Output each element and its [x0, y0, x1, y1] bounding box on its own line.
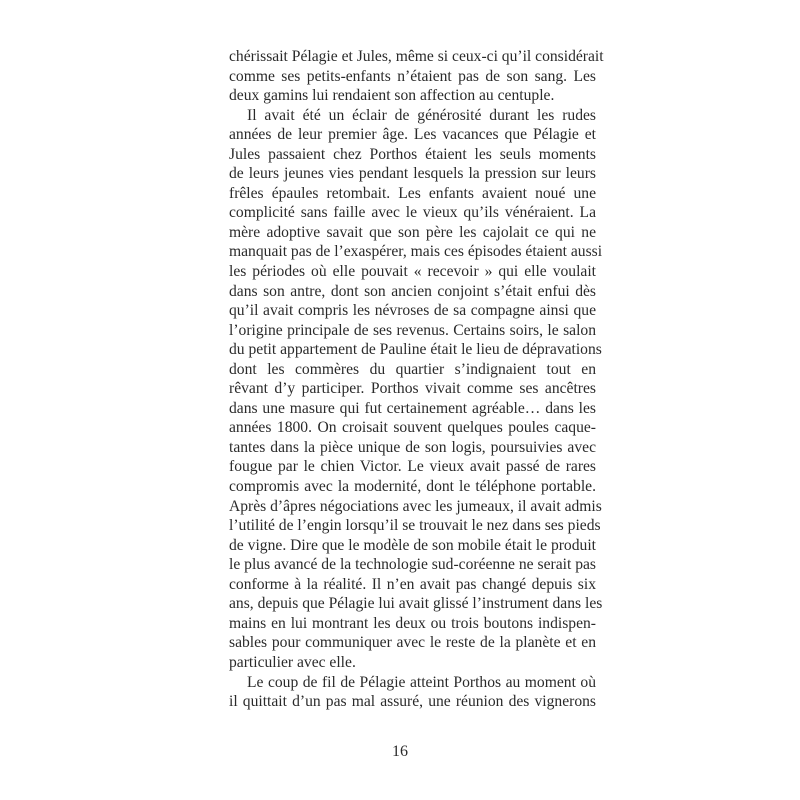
- text-line: complicité sans faille avec le vieux qu’ils vénéraient. La: [229, 204, 596, 222]
- text-line: il quittait d’un pas mal assuré, une réunion des vignerons: [229, 693, 596, 711]
- text-line: le plus avancé de la technologie sud-coréenne ne serait pas: [229, 556, 596, 574]
- text-line: qu’il avait compris les névroses de sa compagne ainsi que: [229, 302, 596, 320]
- text-line: deux gamins lui rendaient son affection au centuple.: [229, 87, 555, 105]
- text-line: rêvant d’y participer. Porthos vivait comme ses ancêtres: [229, 380, 596, 398]
- text-line: comme ses petits-enfants n’étaient pas de son sang. Les: [229, 67, 596, 85]
- text-line: mains en lui montrant les deux ou trois boutons indispen-: [229, 614, 596, 632]
- text-line: fougue par le chien Victor. Le vieux avait passé de rares: [229, 458, 596, 476]
- text-line: années 1800. On croisait souvent quelques poules caque-: [229, 419, 596, 437]
- text-line: dans son antre, dont son ancien conjoint s’était enfui dès: [229, 282, 596, 300]
- paragraph: [229, 673, 596, 712]
- text-line: dont les commères du quartier s’indignaient tout en: [229, 360, 596, 378]
- text-line: Le coup de fil de Pélagie atteint Porthos au moment où: [247, 673, 596, 691]
- text-line: Il avait été un éclair de générosité durant les rudes: [247, 106, 596, 124]
- text-line: chérissait Pélagie et Jules, même si ceux-ci qu’il considérait: [229, 48, 604, 65]
- text-line: les périodes où elle pouvait « recevoir » qui elle voulait: [229, 263, 596, 281]
- text-line: ans, depuis que Pélagie lui avait glissé l’instrument dans les: [229, 595, 603, 613]
- text-line: tantes dans la pièce unique de son logis, poursuivies avec: [229, 438, 596, 456]
- text-line: frêles épaules retombait. Les enfants avaient noué une: [229, 184, 596, 202]
- text-line: Après d’âpres négociations avec les jumeaux, il avait admis: [229, 497, 602, 515]
- page-number: 16: [392, 743, 408, 760]
- text-line: particulier avec elle.: [229, 653, 356, 671]
- text-line: sables pour communiquer avec le reste de la planète et en: [229, 634, 596, 652]
- body-text: [229, 47, 604, 712]
- paragraph: [229, 47, 604, 106]
- text-line: compromis avec la modernité, dont le téléphone portable.: [229, 478, 596, 496]
- text-line: l’utilité de l’engin lorsqu’il se trouvait le nez dans ses pieds: [229, 517, 601, 535]
- text-line: conforme à la réalité. Il n’en avait pas changé depuis six: [229, 575, 596, 593]
- text-line: dans une masure qui fut certainement agréable… dans les: [229, 399, 596, 417]
- text-line: de vigne. Dire que le modèle de son mobile était le produit: [229, 536, 596, 554]
- text-line: Jules passaient chez Porthos étaient les seuls moments: [229, 145, 596, 163]
- text-line: l’origine principale de ses revenus. Certains soirs, le salon: [229, 321, 596, 339]
- text-line: manquait pas de l’exaspérer, mais ces épisodes étaient aussi: [229, 243, 603, 261]
- paragraph: [229, 106, 603, 673]
- text-line: années de leur premier âge. Les vacances que Pélagie et: [229, 126, 596, 144]
- text-line: du petit appartement de Pauline était le lieu de dépravations: [229, 341, 602, 359]
- text-line: mère adoptive savait que son père les cajolait ce qui ne: [229, 223, 596, 241]
- text-line: de leurs jeunes vies pendant lesquels la pression sur leurs: [229, 165, 596, 183]
